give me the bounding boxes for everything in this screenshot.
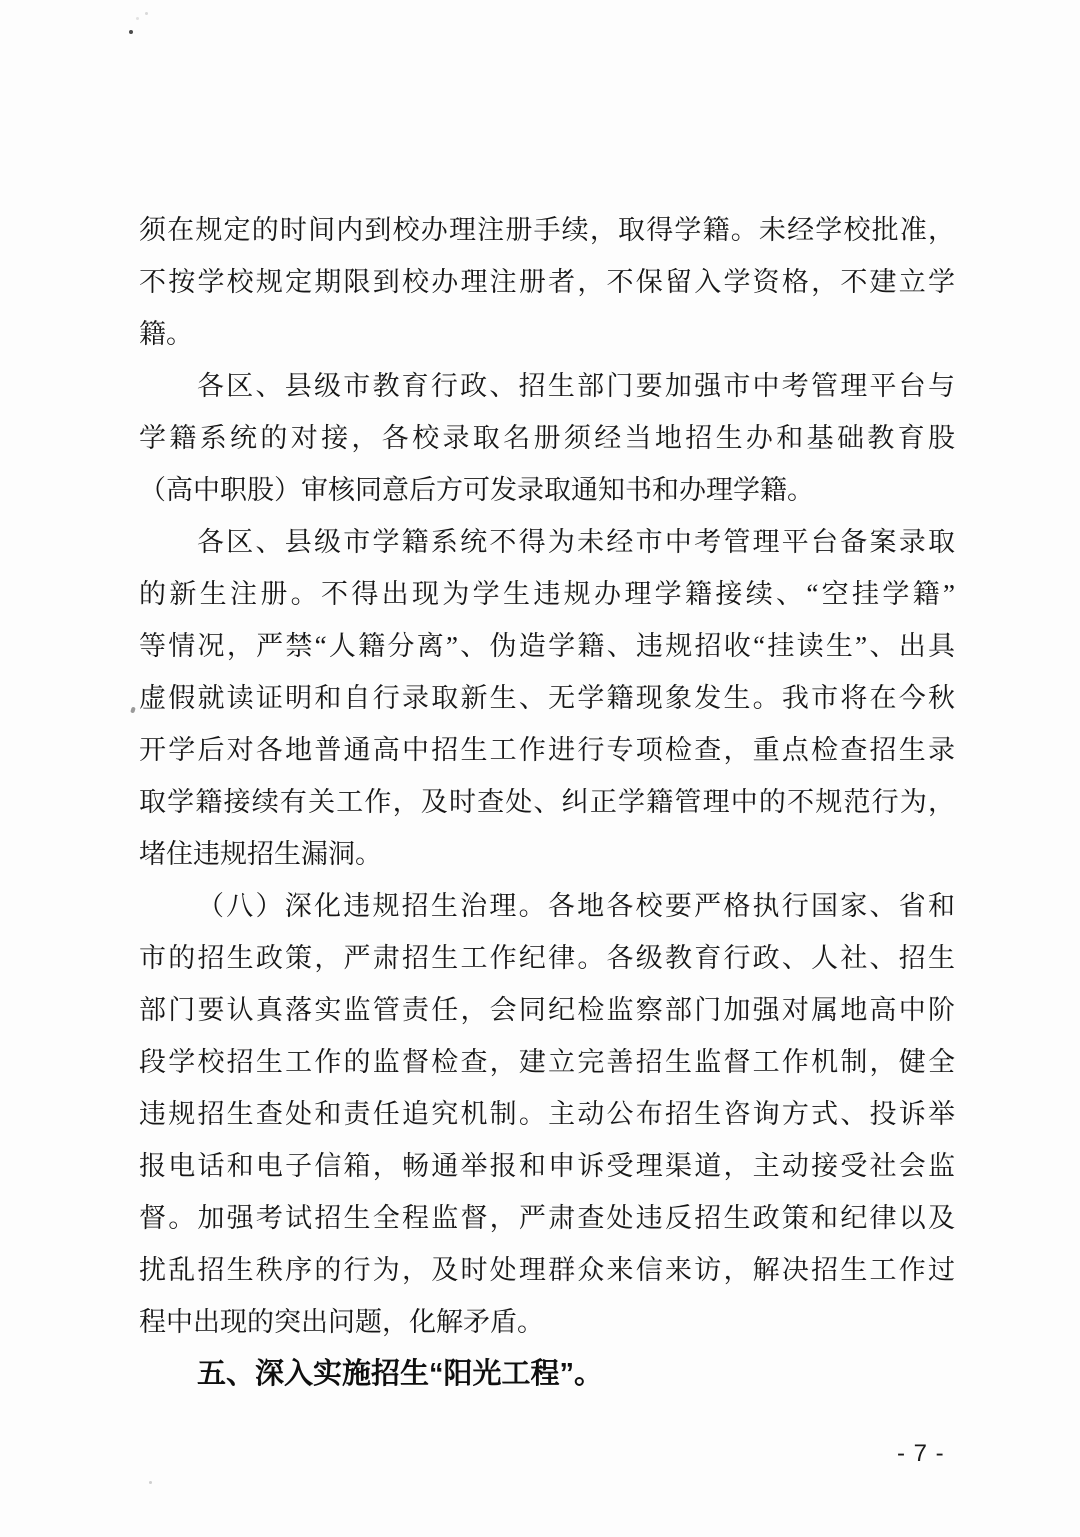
- text-line: 等情况，严禁“人籍分离”、伪造学籍、违规招收“挂读生”、出具: [139, 631, 955, 661]
- text-line: 各区、县级市教育行政、招生部门要加强市中考管理平台与: [197, 371, 955, 401]
- text-line: 五、深入实施招生“阳光工程”。: [197, 1358, 604, 1390]
- scan-speck: [136, 17, 139, 20]
- scan-speck: [129, 30, 133, 34]
- text-line: 学籍系统的对接，各校录取名册须经当地招生办和基础教育股: [139, 423, 955, 453]
- document-body: [139, 204, 955, 1400]
- text-line: 各区、县级市学籍系统不得为未经市中考管理平台备案录取: [197, 527, 955, 557]
- text-line: 开学后对各地普通高中招生工作进行专项检查，重点检查招生录: [139, 735, 955, 765]
- text-line: 不按学校规定期限到校办理注册者，不保留入学资格，不建立学: [139, 267, 955, 297]
- text-line: （八）深化违规招生治理。各地各校要严格执行国家、省和: [197, 891, 955, 921]
- text-line: 段学校招生工作的监督检查，建立完善招生监督工作机制，健全: [139, 1047, 955, 1077]
- text-line: 市的招生政策，严肃招生工作纪律。各级教育行政、人社、招生: [139, 943, 955, 973]
- text-line: 扰乱招生秩序的行为，及时处理群众来信来访，解决招生工作过: [139, 1255, 955, 1285]
- paragraph: [139, 204, 955, 360]
- text-line: 取学籍接续有关工作，及时查处、纠正学籍管理中的不规范行为，: [139, 787, 955, 817]
- scan-speck: [149, 1481, 152, 1484]
- scan-speck: [145, 12, 148, 15]
- text-line: （高中职股）审核同意后方可发录取通知书和办理学籍。: [139, 475, 814, 505]
- text-line: 须在规定的时间内到校办理注册手续，取得学籍。未经学校批准，: [139, 215, 955, 245]
- text-line: 程中出现的突出问题，化解矛盾。: [139, 1307, 544, 1337]
- text-line: 的新生注册。不得出现为学生违规办理学籍接续、“空挂学籍”: [139, 579, 955, 609]
- scan-speck: [130, 707, 136, 714]
- text-line: 部门要认真落实监管责任，会同纪检监察部门加强对属地高中阶: [139, 995, 955, 1025]
- section-heading: [139, 1348, 955, 1400]
- text-line: 报电话和电子信箱，畅通举报和申诉受理渠道，主动接受社会监: [139, 1151, 955, 1181]
- paragraph: [139, 360, 955, 516]
- text-line: 籍。: [139, 319, 193, 349]
- text-line: 堵住违规招生漏洞。: [139, 839, 382, 869]
- text-line: 虚假就读证明和自行录取新生、无学籍现象发生。我市将在今秋: [139, 683, 955, 713]
- paragraph: [139, 516, 955, 880]
- text-line: 督。加强考试招生全程监督，严肃查处违反招生政策和纪律以及: [139, 1203, 955, 1233]
- text-line: 违规招生查处和责任追究机制。主动公布招生咨询方式、投诉举: [139, 1099, 955, 1129]
- page-number: - 7 -: [897, 1440, 945, 1467]
- paragraph: [139, 880, 955, 1348]
